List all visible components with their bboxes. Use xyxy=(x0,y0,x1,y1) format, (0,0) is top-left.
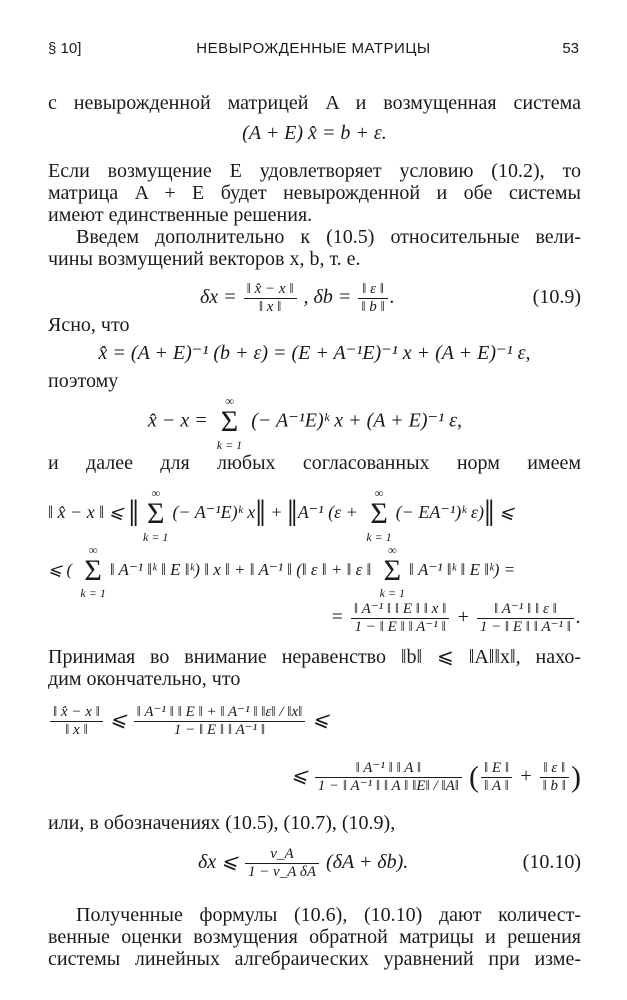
fraction xyxy=(351,601,449,636)
fraction xyxy=(477,601,574,636)
eq-text: ‖ x̂ − x ‖ ⩽ xyxy=(48,502,124,523)
eq-text: (− EA⁻¹)ᵏ ε) xyxy=(395,502,484,523)
eq-text: = xyxy=(330,606,344,628)
page-number: 53 xyxy=(562,40,579,57)
paragraph-line: с невырожденной матрицей A и возмущенная система xyxy=(48,92,581,114)
frac-den: 1 − ‖ E ‖ ‖ A⁻¹ ‖ xyxy=(173,721,266,738)
frac-num: ‖ A⁻¹ ‖ ‖ E ‖ + ‖ A⁻¹ ‖ ‖ε‖ / ‖x‖ xyxy=(134,704,306,722)
paragraph-line: и далее для любых согласованных норм имеем xyxy=(48,452,581,474)
paragraph-line: дим окончательно, что xyxy=(48,668,241,690)
frac-den: ‖ x ‖ xyxy=(258,298,282,315)
paragraph-line: или, в обозначениях (10.5), (10.7), (10.9), xyxy=(48,812,396,834)
equation-10-9: δx = $\frac{‖ x̂ - x ‖}{‖ x ‖}$ , δb = $\frac{‖ \varepsilon ‖}{‖ b ‖}$ . (10.9) xyxy=(48,276,581,318)
frac-den: ‖ A ‖ xyxy=(484,777,509,794)
equation-norm-2 xyxy=(48,542,581,600)
fraction-dx xyxy=(244,281,297,316)
equation-final-2: ⩽ $\frac{\text{‖ A⁻¹ ‖ ‖ A ‖}}{\text{1 − ‖ A⁻¹ ‖ ‖ A ‖ ‖E‖ / ‖A‖}}$ ( $\frac{‖ E ‖}{‖ A ‖}$ + $\frac{‖ \varepsilon ‖}{‖ b ‖}$ ) xyxy=(290,759,581,794)
frac-den: 1 − ‖ A⁻¹ ‖ ‖ A ‖ ‖E‖ / ‖A‖ xyxy=(317,777,459,794)
frac-den: 1 − ‖ E ‖ ‖ A⁻¹ ‖ xyxy=(354,618,446,635)
equation-norm-1: ‖ x̂ − x ‖ ⩽ ‖ ∞ Σ k = 1(− A⁻¹E)ᵏ x‖ + ‖A⁻¹ (ε + ∞ Σ k = 1(− EA⁻¹)ᵏ ε)‖ ⩽ xyxy=(48,486,515,544)
paragraph-line: поэтому xyxy=(48,370,119,392)
paragraph-line: Ясно, что xyxy=(48,314,130,336)
fraction xyxy=(245,846,319,881)
eq-text: + xyxy=(456,606,470,628)
fraction xyxy=(315,760,462,795)
equation-norm-3 xyxy=(48,596,581,638)
eq-text: (δA + δb). xyxy=(326,851,409,873)
frac-num: ‖ A⁻¹ ‖ ‖ A ‖ xyxy=(315,760,462,778)
frac-num: ν_A xyxy=(245,846,319,864)
frac-den: ‖ b ‖ xyxy=(361,298,385,315)
eq-text: ⩽ xyxy=(312,709,330,731)
paragraph-line: венные оценки возмущения обратной матрицы и решения xyxy=(48,926,581,948)
frac-den: ‖ x ‖ xyxy=(65,721,88,738)
eq-text: ⩽ ( xyxy=(48,559,73,579)
equation-number: (10.9) xyxy=(532,286,581,308)
frac-num: ‖ A⁻¹ ‖ ‖ E ‖ ‖ x ‖ xyxy=(351,601,449,619)
paragraph-line: Принимая во внимание неравенство ‖b‖ ⩽ ‖A‖‖x‖, нахо- xyxy=(48,646,581,668)
fraction-db xyxy=(358,281,387,316)
frac-den: 1 − ‖ E ‖ ‖ A⁻¹ ‖ xyxy=(479,618,571,635)
frac-den: 1 − ν_A δA xyxy=(247,863,316,880)
frac-num: ‖ x̂ − x ‖ xyxy=(244,281,297,299)
frac-num: ‖ ε ‖ xyxy=(540,760,569,778)
eq-text: ⩽ xyxy=(290,765,308,787)
frac-num: ‖ A⁻¹ ‖ ‖ ε ‖ xyxy=(477,601,574,619)
eq-text: + xyxy=(519,765,533,787)
paragraph-line: системы линейных алгебраических уравнений при изме- xyxy=(48,948,581,970)
sum-sign: ∞ Σ k = 1 xyxy=(216,394,243,452)
eq-text: x̂ − x = xyxy=(148,409,208,432)
eq-text: + xyxy=(270,502,283,523)
sum-sign: ∞ Σ k = 1 xyxy=(143,486,169,544)
paragraph-line: матрица A + E будет невырожденной и обе системы xyxy=(48,182,581,204)
fraction xyxy=(481,760,512,795)
paragraph-line: чины возмущений векторов x, b, т. е. xyxy=(48,248,361,270)
frac-den: ‖ b ‖ xyxy=(542,777,566,794)
frac-num: ‖ E ‖ xyxy=(481,760,512,778)
eq-text: (− A⁻¹E)ᵏ x xyxy=(172,502,256,523)
eq-text: δx = xyxy=(200,286,237,308)
eq-text: ⩽ xyxy=(109,709,127,731)
eq-text: ‖ A⁻¹ ‖ᵏ ‖ E ‖ᵏ) ‖ x ‖ + ‖ A⁻¹ ‖ (‖ ε ‖ + ‖ ε ‖ xyxy=(109,559,372,579)
equation-system: (A + E) x̂ = b + ε. xyxy=(242,122,387,144)
fraction xyxy=(540,760,569,795)
eq-text: (− A⁻¹E)ᵏ x + (A + E)⁻¹ ε, xyxy=(251,409,462,432)
equation-diff xyxy=(48,392,581,452)
equation-final-1 xyxy=(48,694,581,746)
fraction xyxy=(50,704,103,739)
section-marker: § 10] xyxy=(48,40,82,57)
equation-xhat: x̂ = (A + E)⁻¹ (b + ε) = (E + A⁻¹E)⁻¹ x + (A + E)⁻¹ ε, xyxy=(98,342,531,364)
paragraph-line: Введем дополнительно к (10.5) относительные вели- xyxy=(76,226,581,248)
paragraph-line: имеют единственные решения. xyxy=(48,204,313,226)
fraction xyxy=(134,704,306,739)
frac-num: ‖ ε ‖ xyxy=(358,281,387,299)
sum-sign: ∞ Σ k = 1 xyxy=(80,543,106,600)
running-title: НЕВЫРОЖДЕННЫЕ МАТРИЦЫ xyxy=(196,40,431,57)
eq-text: ⩽ xyxy=(499,502,515,523)
frac-num: ‖ x̂ − x ‖ xyxy=(50,704,103,722)
eq-text: , δb = xyxy=(303,286,352,308)
sum-sign: ∞ Σ k = 1 xyxy=(379,543,406,600)
eq-text: . xyxy=(576,606,581,628)
eq-text: ‖ A⁻¹ ‖ᵏ ‖ E ‖ᵏ) = xyxy=(409,559,516,579)
equation-10-10 xyxy=(48,840,581,884)
eq-text: δx ⩽ xyxy=(198,851,238,873)
paragraph-line: Полученные формулы (10.6), (10.10) дают количест- xyxy=(76,904,581,926)
equation-number: (10.10) xyxy=(522,851,581,873)
sum-sign: ∞ Σ k = 1 xyxy=(366,486,392,544)
paragraph-line: Если возмущение E удовлетворяет условию (10.2), то xyxy=(48,160,581,182)
eq-text: A⁻¹ (ε + xyxy=(297,502,358,523)
